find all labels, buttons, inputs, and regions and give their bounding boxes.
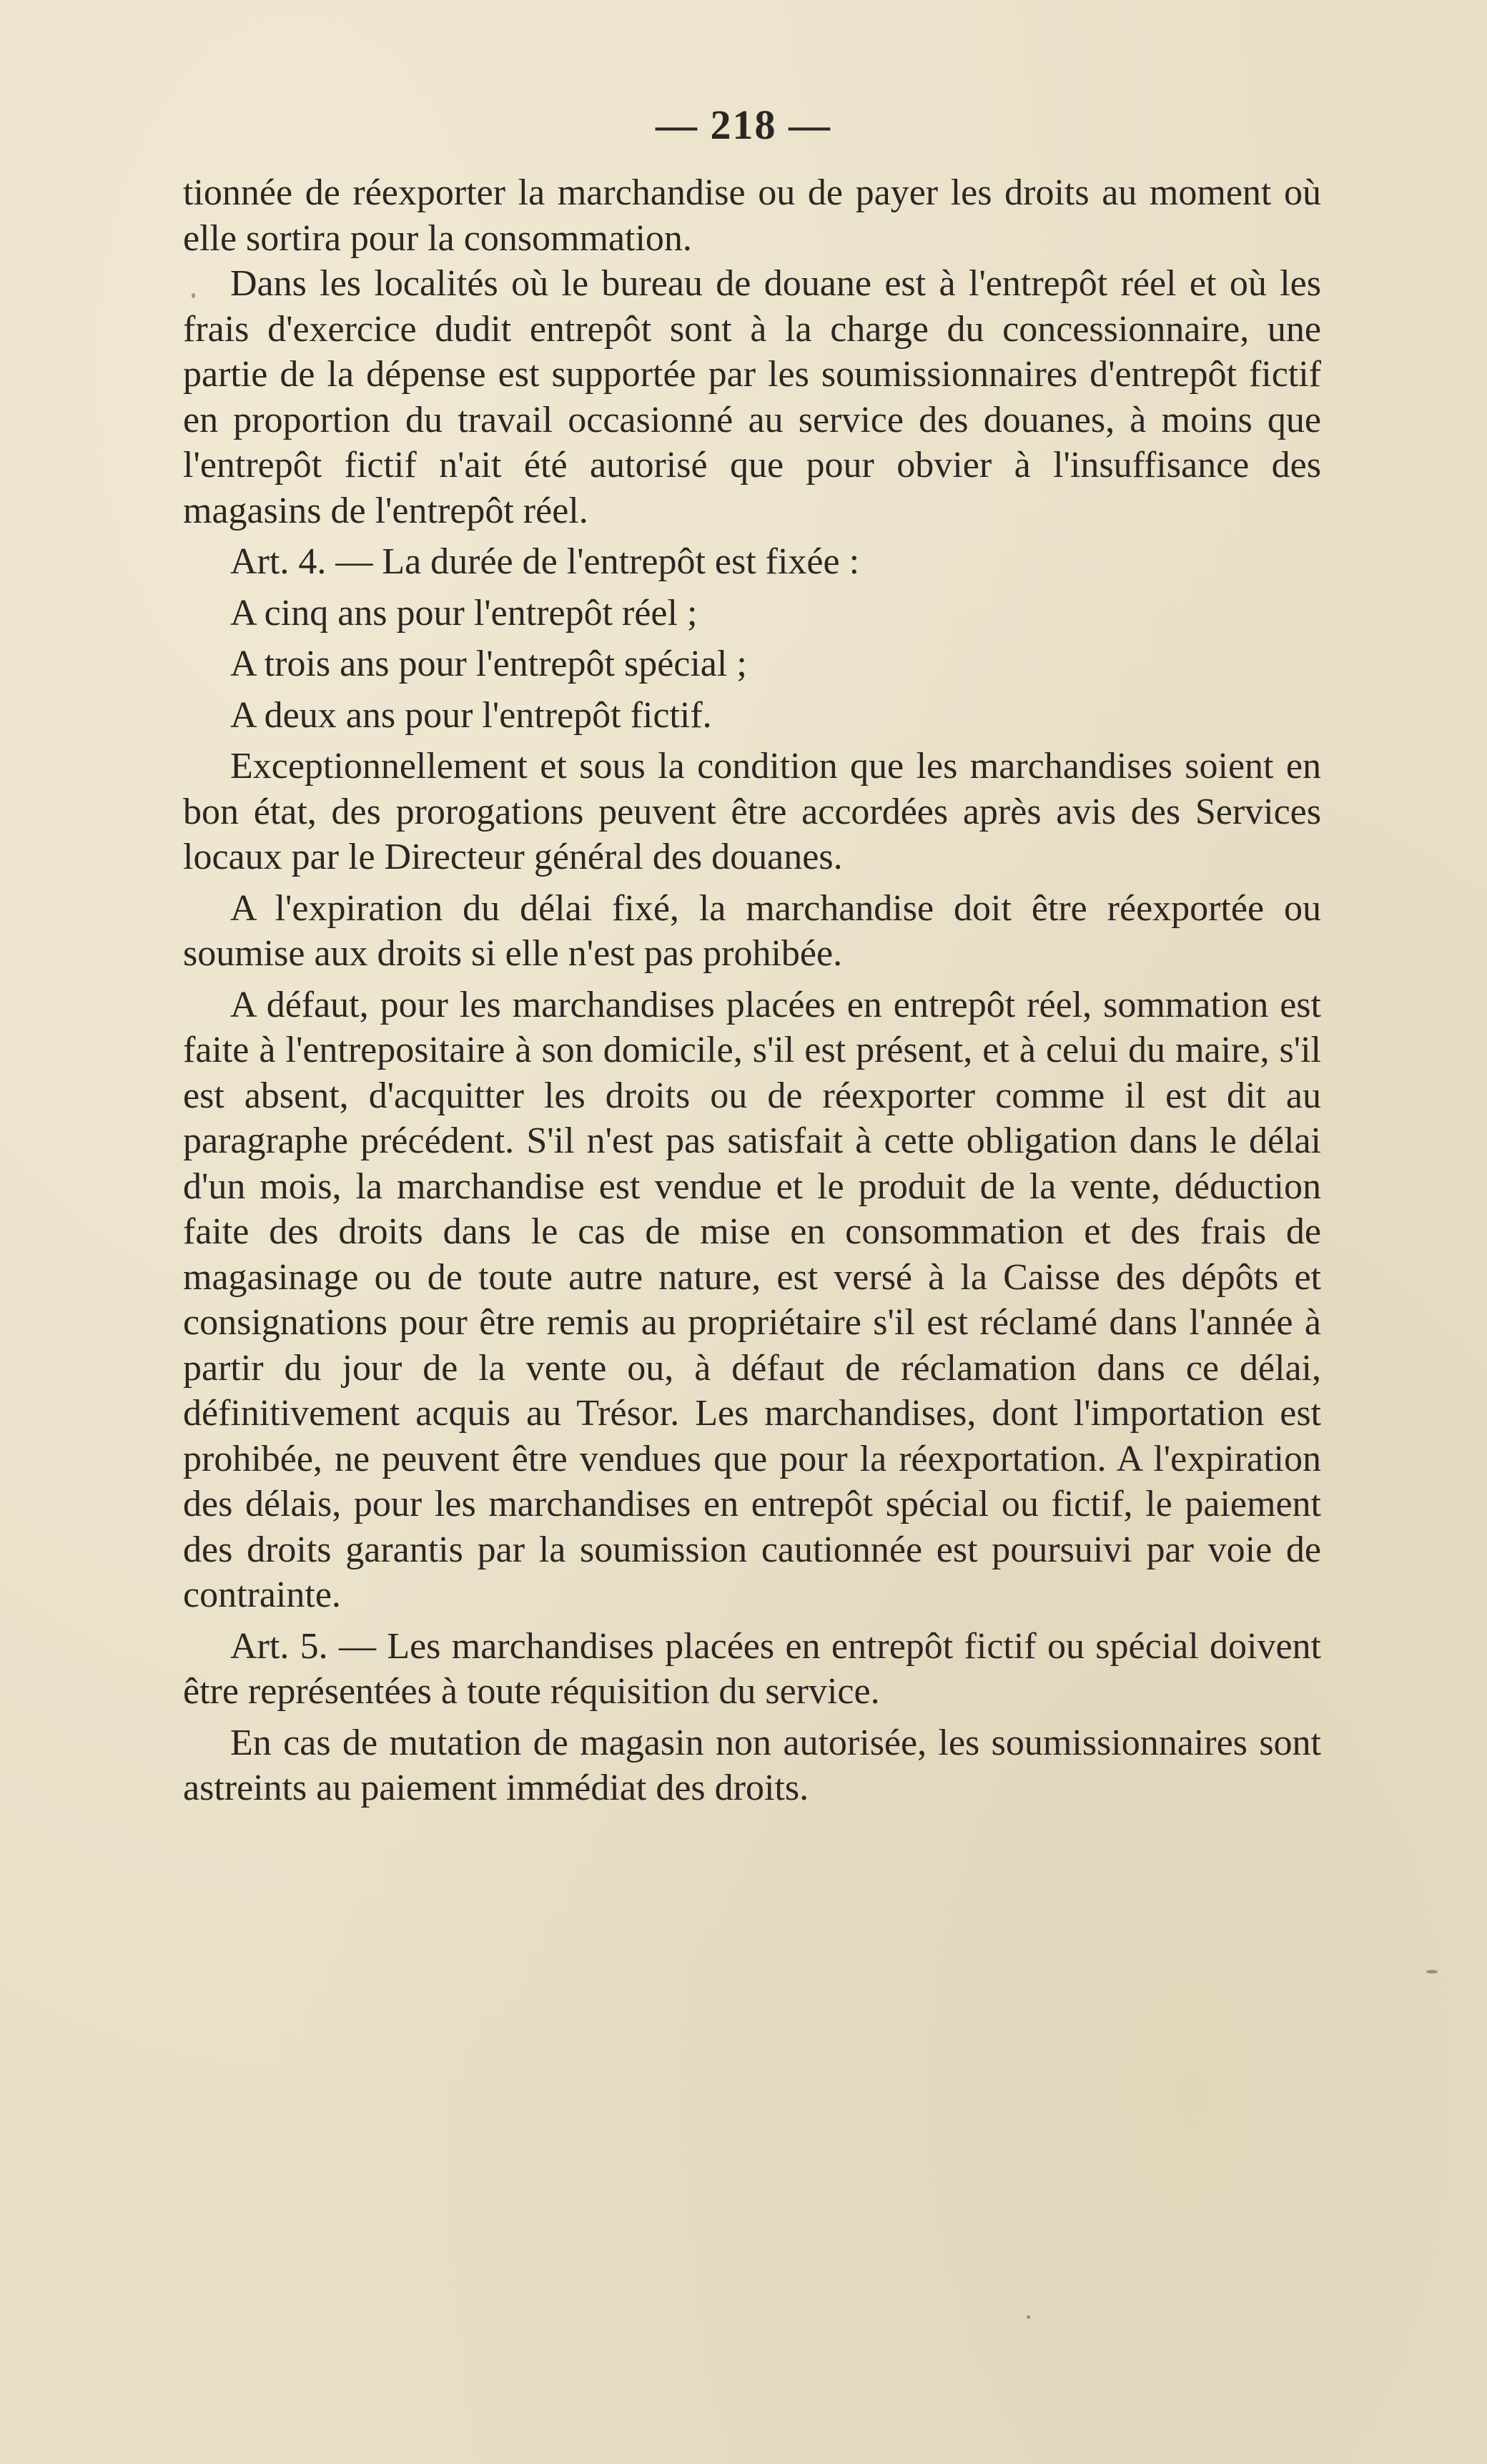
duration-entrepot-special: A trois ans pour l'entrepôt spécial ; — [230, 644, 747, 684]
article-5-paragraph: Art. 5. — Les marchandises placées en entrepôt fictif ou spécial doivent être représentées à toute réquisition du service. — [183, 1625, 1321, 1712]
paragraph-sommation: A défaut, pour les marchandises placées en entrepôt réel, sommation est faite à l'entrepositaire à son domicile, s'il est présent, et à celui du maire, s'il est absent, d'acquitter les droits ou de réexporter comme il est dit au paragraphe précédent. S'il n'est pas satisfait à cette obligation dans le délai d'un mois, la marchandise est vendue et le produit de la vente, déduction faite des droits dans le cas de mise en consommation et des frais de magasinage ou de toute autre nature, est versé à la Caisse des dépôts et consignations pour être remis au propriétaire s'il est réclamé dans l'année à partir du jour de la vente ou, à défaut de réclamation dans ce délai, définitivement acquis au Trésor. Les marchandises, dont l'importation est prohibée, ne peuvent être vendues que pour la réexportation. A l'expiration des délais, pour les marchandises en entrepôt spécial ou fictif, le paiement des droits garantis par la soumission cautionnée est poursuivi par voie de contrainte. — [183, 984, 1321, 1615]
duration-entrepot-reel: A cinq ans pour l'entrepôt réel ; — [230, 592, 698, 634]
duration-entrepot-fictif: A deux ans pour l'entrepôt fictif. — [230, 694, 712, 736]
article-4-heading: Art. 4. — La durée de l'entrepôt est fixée : — [230, 541, 860, 582]
paragraph-mutation: En cas de mutation de magasin non autorisée, les soumissionnaires sont astreints au paiement immédiat des droits. — [183, 1722, 1321, 1808]
paper-speck — [1027, 2315, 1030, 2319]
paragraph-expiration: A l'expiration du délai fixé, la marchandise doit être réexportée ou soumise aux droits si elle n'est pas prohibée. — [183, 887, 1321, 974]
paper-speck — [192, 293, 195, 298]
paragraph-continuation: tionnée de réexporter la marchandise ou de payer les droits au moment où elle sortira pour la consommation. — [183, 172, 1321, 259]
paper-speck — [1426, 1970, 1438, 1973]
body-text — [183, 170, 1321, 1811]
paragraph-prorogations: Exceptionnellement et sous la condition que les marchandises soient en bon état, des prorogations peuvent être accordées après avis des Services locaux par le Directeur général des douanes. — [183, 746, 1321, 877]
page-number: — 218 — — [656, 102, 831, 148]
paragraph-entrepot-costs: Dans les localités où le bureau de douane est à l'entrepôt réel et où les frais d'exercice dudit entrepôt sont à la charge du concessionnaire, une partie de la dépense est supportée par les soumissionnaires d'entrepôt fictif en proportion du travail occasionné au service des douanes, à moins que l'entrepôt fictif n'ait été autorisé que pour obvier à l'insuffisance des magasins de l'entrepôt réel. — [183, 263, 1321, 531]
